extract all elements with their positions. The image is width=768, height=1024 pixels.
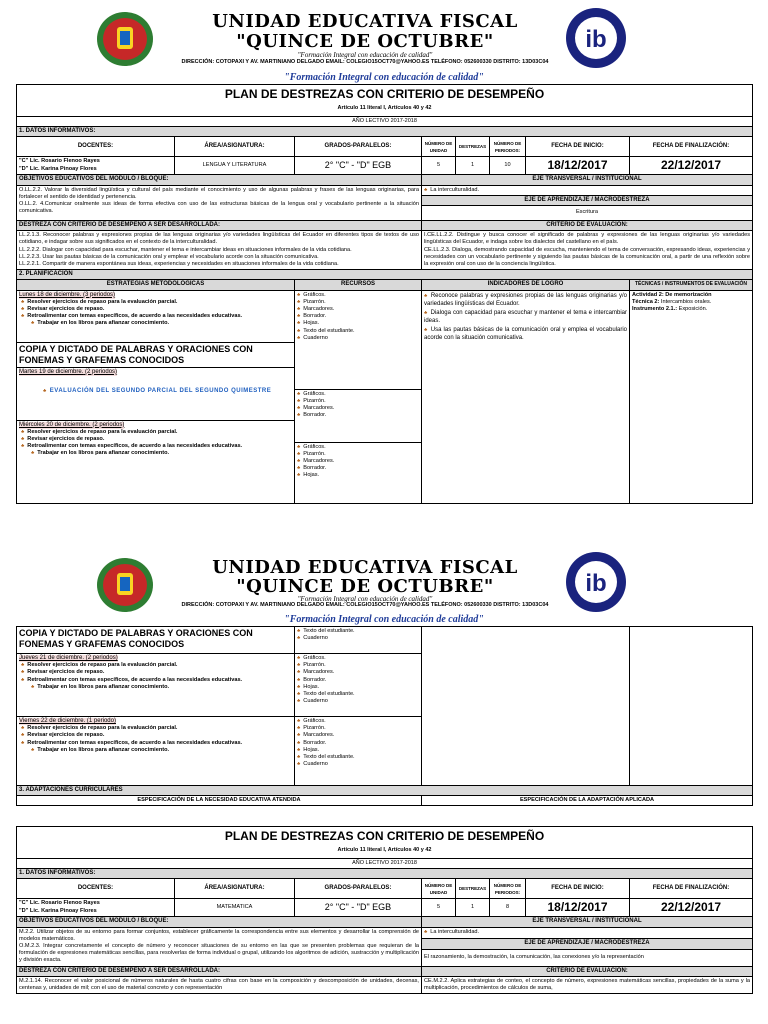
h-indicadores: INDICADORES DE LOGRO [422, 280, 630, 290]
dcd-4: LL.2.2.1. Compartir de manera espontánea sus ideas, experiencias y necesidades en situaciones informales de la vida cotidiana. [19, 261, 339, 268]
recurso: ♣ Marcadores. [297, 405, 419, 412]
h-destreza: DESTREZA CON CRITERIO DE DESEMPEÑO A SER DESARROLLADA: [17, 966, 422, 976]
h-eje: EJE TRANSVERSAL / INSTITUCIONAL [422, 917, 753, 927]
plan-title-text: PLAN DE DESTREZAS CON CRITERIO DE DESEMPEÑO [224, 829, 545, 843]
day-miercoles: Miércoles 20 de diciembre. (2 periodos) [19, 421, 125, 428]
criterio-1: I.CE.LL.2.2. Distingue y busca conocer el significado de palabras y expresiones de las lenguas originarias y/o variedades lingüísticas del Ecuador, e indaga sobre los dialectos del castellano en el país. [424, 232, 750, 246]
criterio-text: CE.M.2.2. Aplica estrategias de conteo, el concepto de número, expresiones matemáticas sencillas, propiedades de la suma y la multiplicación, procedimientos de cálculos de suma, [422, 976, 753, 993]
h-area: ÁREA/ASIGNATURA: [175, 137, 295, 157]
h-docentes: DOCENTES: [17, 137, 175, 157]
recurso: ♣ Gráficos. [297, 391, 419, 398]
day-viernes: Viernes 22 de diciembre. (1 periodo) [19, 718, 116, 724]
recursos-cell [295, 627, 422, 786]
objetivos-text [17, 185, 422, 220]
docentes-cell [17, 157, 175, 175]
activity: ♣ Revisar ejercicios de repaso. [19, 306, 292, 313]
recurso: ♣ Hojas. [297, 472, 419, 479]
objetivo-2: O.LL.2. 4.Comunicar oralmente sus ideas de forma efectiva con uso de las estructuras básicas de la lengua oral y vocabulario pertinente a la situación comunicativa. [19, 201, 419, 215]
plan-title [17, 827, 753, 859]
macro-value: Escritura [422, 206, 753, 221]
plan-table-2 [16, 826, 753, 994]
eje-value [422, 927, 753, 938]
ib-logo-text: ib [585, 570, 607, 597]
recurso: ♣ Texto del estudiante. [297, 628, 419, 635]
recurso: ♣ Cuaderno [297, 761, 419, 768]
macro-value: El razonamiento, la demostración, la comunicación, las conexiones y/o la representación [422, 949, 753, 966]
objetivo-1: O.LL.2.2. Valorar la diversidad lingüística y cultural del país mediante el conocimiento y uso de algunas palabras y frases de las lenguas originarias, para fortalecer el sentido de identidad y pertenencia. [19, 186, 419, 200]
h-necesidad: ESPECIFICACIÓN DE LA NECESIDAD EDUCATIVA ATENDIDA [17, 796, 422, 806]
instrumento: Instrumento 2.1.: Exposición. [632, 306, 708, 313]
page-3 [0, 826, 768, 994]
recurso: ♣ Texto del estudiante. [297, 328, 419, 335]
section-datos: 1. DATOS INFORMATIVOS: [17, 127, 753, 137]
h-macro: EJE DE APRENDIZAJE / MACRODESTREZA [422, 938, 753, 949]
recurso: ♣ Borrador. [297, 412, 419, 419]
evaluacion-text: ♣ EVALUACIÓN DEL SEGUNDO PARCIAL DEL SEGUNDO QUIMESTRE [19, 388, 292, 395]
day-jueves: Jueves 21 de diciembre. (2 periodos) [19, 655, 118, 661]
school-crest-icon [96, 10, 154, 68]
h-estrategias: ESTRATEGIAS METODOLÓGICAS [17, 280, 295, 290]
recurso: ♣ Pizarrón. [297, 398, 419, 405]
activity: ♣ Revisar ejercicios de repaso. [19, 669, 292, 676]
recurso: ♣ Gráficos. [297, 655, 419, 662]
recurso: ♣ Texto del estudiante. [297, 691, 419, 698]
indicador-3: ♣ Usa las pautas básicas de la comunicación oral y emplea el vocabulario acorde con la situación comunicativa. [424, 326, 627, 343]
ib-logo-icon [560, 6, 632, 70]
area-value: MATEMATICA [175, 899, 295, 917]
recurso: ♣ Borrador. [297, 313, 419, 320]
h-destreza: DESTREZA CON CRITERIO DE DESEMPEÑO A SER DESARROLLADA: [17, 221, 422, 231]
plan-title-text: PLAN DE DESTREZAS CON CRITERIO DE DESEMPEÑO [224, 87, 545, 101]
h-inicio: FECHA DE INICIO: [526, 879, 630, 899]
school-header [0, 0, 768, 72]
copia-dictado-heading: COPIA Y DICTADO DE PALABRAS Y ORACIONES CON FONEMAS Y GRAFEMAS CONOCIDOS [19, 628, 253, 649]
bullet-icon [43, 388, 50, 394]
dcd-3: LL.2.2.3. Usar las pautas básicas de la comunicación oral y emplear el vocabulario acorde con la situación comunicativa. [19, 253, 319, 260]
periodos-value: 10 [490, 157, 526, 175]
recurso: ♣ Gráficos. [297, 444, 419, 451]
h-grados: GRADOS-PARALELOS: [295, 137, 422, 157]
anio-lectivo: AÑO LECTIVO 2017-2018 [17, 117, 753, 127]
activity: ♣ Retroalimentar con temas específicos, de acuerdo a las necesidades educativas. [19, 443, 292, 450]
school-address: DIRECCIÓN: COTOPAXI Y AV. MARTINIANO DELGADO EMAIL: COLEGIO15OCT70@YAHOO.ES TELÉFONO: 052600330 DISTRITO: 13D03C04 [181, 59, 549, 65]
day-martes: Martes 19 de diciembre. (2 periodos) [19, 368, 118, 375]
h-criterio: CRITERIO DE EVALUACIÓN: [422, 221, 753, 231]
h-fin: FECHA DE FINALIZACIÓN: [630, 879, 753, 899]
h-unidad: NÚMERO DE UNIDAD [422, 137, 456, 157]
activity: ♣ Revisar ejercicios de repaso. [19, 436, 292, 443]
school-name-line1: UNIDAD EDUCATIVA FISCAL [212, 11, 518, 32]
recursos-cell [295, 290, 422, 503]
day-lunes: Lunes 18 de diciembre. (3 periodos) [19, 291, 116, 298]
page-1 [0, 0, 768, 504]
recurso: ♣ Cuaderno [297, 698, 419, 705]
grados-value: 2° "C" - "D" EGB [295, 157, 422, 175]
plan-table-1 [16, 84, 753, 504]
destrezas-text [17, 231, 422, 270]
tecnica-actividad: Actividad 2: De memorización [632, 291, 712, 298]
dcd-2: LL.2.2.2. Dialogar con capacidad para escuchar, mantener el tema e intercambiar ideas en situaciones informales de la vida cotidiana. [19, 246, 352, 253]
school-header [0, 548, 768, 614]
h-fin: FECHA DE FINALIZACIÓN: [630, 137, 753, 157]
ib-logo-text: ib [585, 26, 607, 53]
activity: ♣ Trabajar en los libros para afianzar conocimiento. [19, 747, 292, 754]
indicador-1: ♣ Reconoce palabras y expresiones propias de las lenguas originarias y/o variedades lingüísticas del Ecuador. [424, 292, 627, 309]
indicador-2: ♣ Dialoga con capacidad para escuchar y mantener el tema e intercambiar ideas. [424, 309, 627, 326]
recurso: ♣ Pizarrón. [297, 662, 419, 669]
unidad-value: 5 [422, 157, 456, 175]
recurso: ♣ Hojas. [297, 747, 419, 754]
recurso: ♣ Gráficos. [297, 718, 419, 725]
estrategias-cell [17, 290, 295, 503]
indicadores-cell [422, 627, 630, 786]
recurso: ♣ Cuaderno [297, 335, 419, 342]
tecnicas-cell [630, 627, 753, 786]
plan-articulo: Artículo 11 literal I, Artículos 40 y 42 [337, 105, 432, 111]
activity: ♣ Resolver ejercicios de repaso para la evaluación parcial. [19, 299, 292, 306]
docente-2: "D" Lic. Karina Pinoay Flores [19, 165, 97, 172]
eje-value [422, 185, 753, 195]
h-criterio: CRITERIO DE EVALUACIÓN: [422, 966, 753, 976]
docente-1: "C" Lic. Rosario Flenoo Rayes [19, 900, 100, 907]
activity: ♣ Resolver ejercicios de repaso para la evaluación parcial. [19, 725, 292, 732]
h-objetivos: OBJETIVOS EDUCATIVOS DEL MÓDULO / BLOQUE: [17, 917, 422, 927]
tecnica-2: Técnica 2: Intercambios orales. [632, 298, 712, 305]
activity: ♣ Retroalimentar con temas específicos, de acuerdo a las necesidades educativas. [19, 740, 292, 747]
h-objetivos: OBJETIVOS EDUCATIVOS DEL MÓDULO / BLOQUE: [17, 175, 422, 185]
school-crest-icon [96, 556, 154, 614]
h-tecnicas: TÉCNICAS / INSTRUMENTOS DE EVALUACIÓN [630, 280, 753, 290]
plan-title [17, 85, 753, 117]
school-name-line1: UNIDAD EDUCATIVA FISCAL [212, 557, 518, 578]
docente-2: "D" Lic. Karina Pinoay Flores [19, 907, 97, 914]
section-adaptaciones: 3. ADAPTACIONES CURRICULARES [17, 786, 753, 796]
recurso: ♣ Pizarrón. [297, 451, 419, 458]
activity: ♣ Trabajar en los libros para afianzar conocimiento. [19, 684, 292, 691]
grados-value: 2° "C" - "D" EGB [295, 899, 422, 917]
recurso: ♣ Pizarrón. [297, 725, 419, 732]
dcd-1: LL.2.1.3. Reconocer palabras y expresiones propias de las lenguas originarias y/o variedades lingüísticas del Ecuador en diferentes tipos de textos de uso cotidiano, e indagar sobre sus significados en el contexto de la interculturalidad. [19, 232, 419, 246]
section-planificacion: 2. PLANIFICACIÓN [17, 270, 753, 280]
recurso: ♣ Marcadores. [297, 669, 419, 676]
criterio-text [422, 231, 753, 270]
h-destrezas: DESTREZAS [456, 137, 490, 157]
school-name-line2: "QUINCE DE OCTUBRE" [236, 31, 494, 52]
recurso: ♣ Borrador. [297, 677, 419, 684]
copia-dictado-heading: COPIA Y DICTADO DE PALABRAS Y ORACIONES CON FONEMAS Y GRAFEMAS CONOCIDOS [17, 342, 294, 367]
recurso: ♣ Texto del estudiante. [297, 754, 419, 761]
school-motto: "Formación Integral con educación de calidad" [297, 51, 433, 59]
h-inicio: FECHA DE INICIO: [526, 137, 630, 157]
docente-1: "C" Lic. Rosario Flenoo Rayes [19, 158, 100, 165]
h-grados: GRADOS-PARALELOS: [295, 879, 422, 899]
activity: ♣ Trabajar en los libros para afianzar conocimiento. [19, 450, 292, 457]
destrezas-value: 1 [456, 899, 490, 917]
h-adaptacion: ESPECIFICACIÓN DE LA ADAPTACIÓN APLICADA [422, 796, 753, 806]
h-destrezas: DESTREZAS [456, 879, 490, 899]
activity: ♣ Resolver ejercicios de repaso para la evaluación parcial. [19, 429, 292, 436]
area-value: LENGUA Y LITERATURA [175, 157, 295, 175]
tecnicas-cell [630, 290, 753, 503]
recurso: ♣ Marcadores. [297, 732, 419, 739]
recurso: ♣ Hojas. [297, 684, 419, 691]
anio-lectivo: AÑO LECTIVO 2017-2018 [17, 859, 753, 869]
activity: ♣ Revisar ejercicios de repaso. [19, 732, 292, 739]
eje-text: La interculturalidad. [430, 186, 480, 193]
objetivo-1: M.2.2. Utilizar objetos de su entorno para formar conjuntos, establecer gráficamente la correspondencia entre sus elementos y desarrollar la comprensión de modelos matemáticos. [19, 928, 419, 942]
h-area: ÁREA/ASIGNATURA: [175, 879, 295, 899]
h-recursos: RECURSOS [295, 280, 422, 290]
school-name-line2: "QUINCE DE OCTUBRE" [236, 576, 494, 597]
school-motto: "Formación Integral con educación de calidad" [297, 595, 433, 603]
h-periodos: NÚMERO DE PERIODOS: [490, 879, 526, 899]
docentes-cell [17, 899, 175, 917]
activity: ♣ Resolver ejercicios de repaso para la evaluación parcial. [19, 662, 292, 669]
plan-articulo: Artículo 11 literal I, Artículos 40 y 42 [337, 847, 432, 853]
recurso: ♣ Cuaderno [297, 635, 419, 642]
destrezas-text: M.2.1.14. Reconocer el valor posicional de números naturales de hasta cuatro cifras con base en la composición y descomposición de unidades, decenas, centenas y, unidades de mil; con el uso de material concreto y con representación [17, 976, 422, 993]
ib-logo-icon [560, 550, 632, 614]
periodos-value: 8 [490, 899, 526, 917]
recurso: ♣ Gráficos. [297, 292, 419, 299]
unidad-value: 5 [422, 899, 456, 917]
eje-text: La interculturalidad. [430, 928, 480, 935]
plan-table-continuation [16, 626, 753, 806]
indicadores-cell [422, 290, 630, 503]
section-datos: 1. DATOS INFORMATIVOS: [17, 869, 753, 879]
recurso: ♣ Marcadores. [297, 306, 419, 313]
h-periodos: NÚMERO DE PERIODOS: [490, 137, 526, 157]
objetivos-text [17, 927, 422, 966]
h-unidad: NÚMERO DE UNIDAD [422, 879, 456, 899]
activity: ♣ Retroalimentar con temas específicos, de acuerdo a las necesidades educativas. [19, 677, 292, 684]
h-eje: EJE TRANSVERSAL / INSTITUCIONAL [422, 175, 753, 185]
fecha-fin: 22/12/2017 [630, 899, 753, 917]
fecha-inicio: 18/12/2017 [526, 157, 630, 175]
blue-motto: "Formación Integral con educación de calidad" [284, 72, 484, 83]
page-2 [0, 548, 768, 806]
blue-motto: "Formación Integral con educación de calidad" [284, 614, 484, 625]
activity: ♣ Trabajar en los libros para afianzar conocimiento. [19, 320, 292, 327]
fecha-fin: 22/12/2017 [630, 157, 753, 175]
fecha-inicio: 18/12/2017 [526, 899, 630, 917]
h-macro: EJE DE APRENDIZAJE / MACRODESTREZA [422, 195, 753, 205]
recurso: ♣ Hojas. [297, 320, 419, 327]
activity: ♣ Retroalimentar con temas específicos, de acuerdo a las necesidades educativas. [19, 313, 292, 320]
recurso: ♣ Marcadores. [297, 458, 419, 465]
h-docentes: DOCENTES: [17, 879, 175, 899]
estrategias-cell [17, 627, 295, 786]
recurso: ♣ Borrador. [297, 465, 419, 472]
destrezas-value: 1 [456, 157, 490, 175]
recurso: ♣ Pizarrón. [297, 299, 419, 306]
criterio-2: CE.LL.2.3. Dialoga, demostrando capacidad de escucha, manteniendo el tema de conversación, expresando ideas, experiencias y necesidades con un vocabulario pertinente y siguiendo las pautas básicas de la comunicación oral, a partir de una reflexión sobre la expresión oral con uso de la conciencia lingüística. [424, 246, 750, 268]
school-address: DIRECCIÓN: COTOPAXI Y AV. MARTINIANO DELGADO EMAIL: COLEGIO15OCT70@YAHOO.ES TELÉFONO: 052600330 DISTRITO: 13D03C04 [181, 602, 549, 608]
objetivo-2: O.M.2.3. Integrar concretamente el concepto de número y reconocer situaciones de su entorno en las que se presenten problemas que requieran de la formulación de expresiones matemáticas sencillas, para resolverlas de forma individual o grupal, utilizando los algoritmos de adición, sustracción y multiplicación y división exacta. [19, 943, 419, 964]
recurso: ♣ Borrador. [297, 740, 419, 747]
